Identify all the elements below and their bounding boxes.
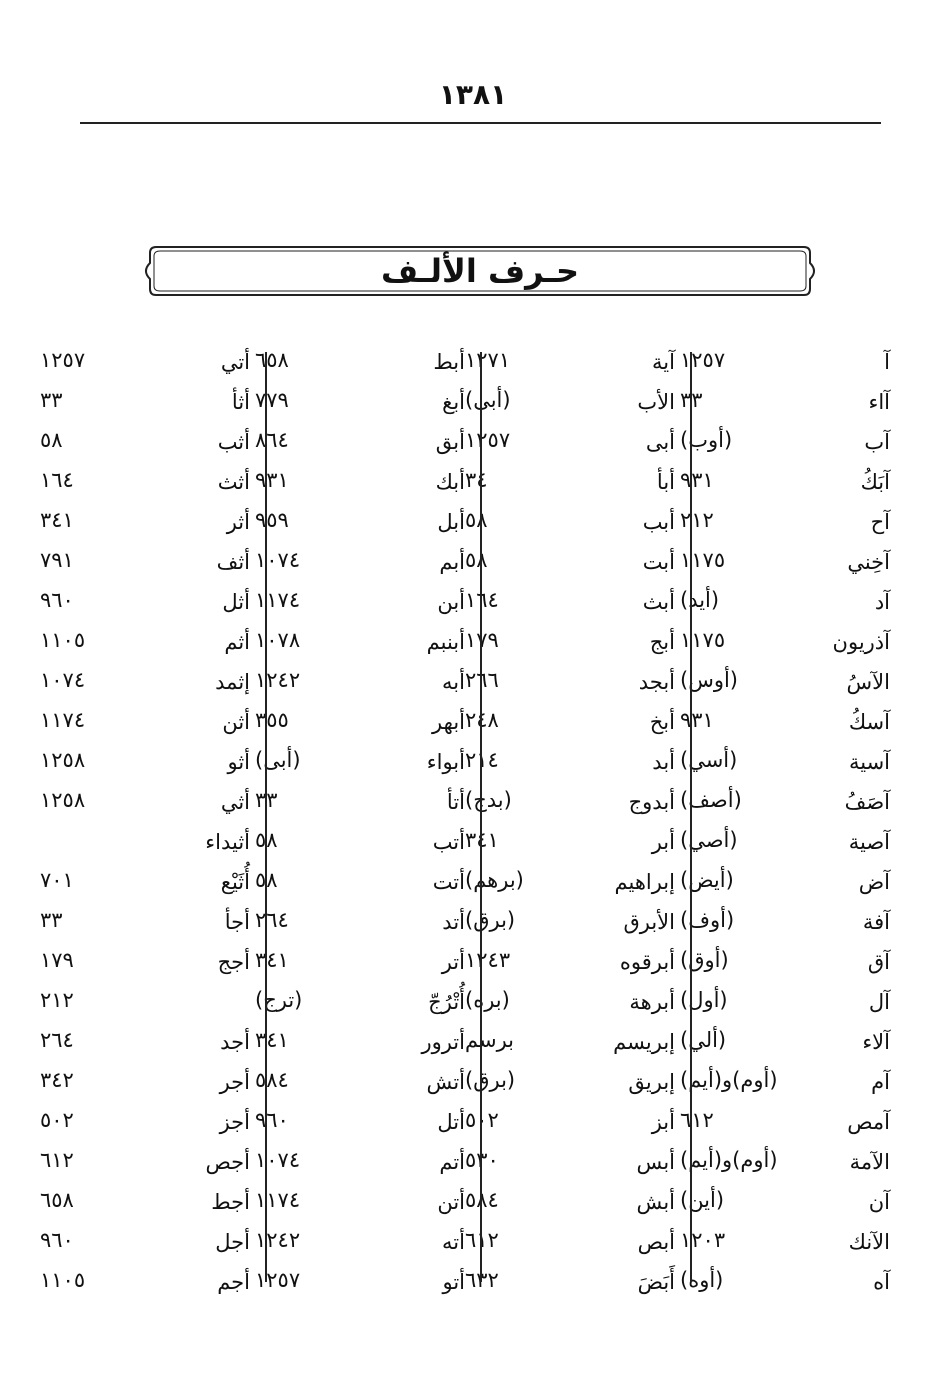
- entry-word: أجج: [217, 950, 250, 974]
- entry-word: أثب: [217, 430, 250, 454]
- index-entry: [255, 622, 465, 662]
- entry-reference: ١٢٤٢: [255, 668, 301, 692]
- entry-word: أتت: [432, 870, 465, 894]
- index-entry: [465, 902, 675, 942]
- entry-reference: (أوم)و(أيم): [680, 1148, 778, 1172]
- entry-word: الآنك: [848, 1230, 890, 1254]
- entry-reference: ٩٣١: [255, 468, 289, 492]
- index-entry: [680, 1102, 890, 1142]
- entry-word: أبب: [642, 510, 675, 534]
- entry-word: أثف: [216, 550, 250, 574]
- index-entry: [255, 542, 465, 582]
- entry-reference: ٩٦٠: [40, 588, 74, 612]
- index-entry: [680, 862, 890, 902]
- entry-word: أثم: [224, 630, 250, 654]
- entry-reference: (أيض): [680, 868, 734, 892]
- entry-reference: (أين): [680, 1188, 725, 1212]
- entry-reference: ١٦٤: [465, 588, 499, 612]
- section-title: حـرف الألـف: [380, 252, 580, 290]
- index-entry: [40, 662, 250, 702]
- entry-word: أبج: [649, 630, 675, 654]
- index-entry: [40, 822, 250, 862]
- index-entry: [465, 1022, 675, 1062]
- entry-word: أتر: [441, 950, 465, 974]
- entry-reference: ١٠٧٨: [255, 628, 301, 652]
- index-entry: [255, 1022, 465, 1062]
- index-entry: [465, 662, 675, 702]
- entry-word: أبت: [642, 550, 675, 574]
- entry-word: أجل: [215, 1230, 250, 1254]
- index-entry: [255, 662, 465, 702]
- entry-word: آبَكُ: [860, 470, 890, 494]
- index-entry: [40, 1022, 250, 1062]
- entry-reference: ١٢٥٧: [680, 348, 726, 372]
- index-entry: [680, 982, 890, 1022]
- index-entry: [255, 342, 465, 382]
- index-entry: [680, 942, 890, 982]
- entry-word: أتي: [220, 350, 250, 374]
- index-entry: [255, 942, 465, 982]
- index-entry: [255, 742, 465, 782]
- index-entry: [680, 1262, 890, 1302]
- entry-word: أته: [442, 1230, 465, 1254]
- entry-word: آن: [868, 1190, 890, 1214]
- entry-reference: (أبى): [255, 748, 301, 772]
- entry-reference: (بدج): [465, 788, 512, 812]
- entry-word: أبه: [442, 670, 465, 694]
- index-entry: [255, 502, 465, 542]
- index-column-3: [255, 342, 465, 1302]
- entry-word: إبراهيم: [614, 870, 675, 894]
- index-column-4: [40, 342, 250, 1302]
- index-entry: [40, 542, 250, 582]
- entry-word: آفة: [862, 910, 890, 934]
- index-entry: [465, 822, 675, 862]
- entry-word: أجط: [211, 1190, 250, 1214]
- index-entry: [680, 542, 890, 582]
- entry-word: الآمة: [849, 1150, 890, 1174]
- entry-word: أثي: [220, 790, 250, 814]
- index-entry: [40, 582, 250, 622]
- entry-word: أُثَيْع: [220, 870, 250, 894]
- index-entry: [680, 742, 890, 782]
- entry-word: آم: [871, 1070, 890, 1094]
- index-entry: [465, 382, 675, 422]
- entry-reference: ٢٦٤: [255, 908, 289, 932]
- entry-word: أَبَضَ: [637, 1270, 675, 1294]
- entry-reference: ٣٤١: [255, 1028, 289, 1052]
- entry-word: أتن: [437, 1190, 465, 1214]
- index-entry: [680, 702, 890, 742]
- entry-reference: ٧٠١: [40, 868, 74, 892]
- entry-word: آض: [858, 870, 890, 894]
- entry-reference: ١٢٠٣: [680, 1228, 726, 1252]
- entry-reference: ١٠٧٤: [255, 548, 301, 572]
- entry-reference: ٣٤١: [40, 508, 74, 532]
- entry-word: أُتْرُجّ: [428, 990, 465, 1014]
- entry-word: آذريون: [832, 630, 890, 654]
- entry-word: إبريسم: [613, 1030, 675, 1054]
- index-entry: [680, 1142, 890, 1182]
- index-entry: [40, 1182, 250, 1222]
- entry-word: أبغ: [442, 390, 465, 414]
- index-entry: [465, 502, 675, 542]
- entry-reference: (أصي): [680, 828, 738, 852]
- index-entry: [40, 862, 250, 902]
- entry-reference: ٣٣: [40, 908, 63, 932]
- index-entry: [680, 662, 890, 702]
- index-entry: [40, 1222, 250, 1262]
- index-entry: [255, 1222, 465, 1262]
- index-entry: [40, 1142, 250, 1182]
- index-entry: [40, 902, 250, 942]
- entry-word: آح: [870, 510, 890, 534]
- entry-word: آق: [867, 950, 890, 974]
- entry-word: الأب: [637, 390, 675, 414]
- entry-reference: (أصف): [680, 788, 742, 812]
- index-entry: [680, 502, 890, 542]
- index-entry: [465, 702, 675, 742]
- entry-word: أثن: [222, 710, 250, 734]
- index-entry: [40, 742, 250, 782]
- entry-reference: ٢٦٤: [40, 1028, 74, 1052]
- entry-reference: ١٢٥٧: [465, 428, 511, 452]
- entry-reference: (أول): [680, 988, 728, 1012]
- entry-reference: ١١٧٤: [40, 708, 86, 732]
- index-entry: [680, 782, 890, 822]
- entry-word: أبط: [433, 350, 465, 374]
- entry-word: أجر: [219, 1070, 250, 1094]
- entry-reference: ١٢٧١: [465, 348, 511, 372]
- index-entry: [255, 902, 465, 942]
- entry-word: أبواء: [426, 750, 465, 774]
- index-entry: [465, 1142, 675, 1182]
- index-entry: [40, 982, 250, 1022]
- index-entry: [680, 422, 890, 462]
- column-divider: [265, 352, 267, 1282]
- index-entry: [255, 982, 465, 1022]
- entry-reference: ٣٥٥: [255, 708, 289, 732]
- entry-reference: ٥٨٤: [255, 1068, 289, 1092]
- entry-word: أبدوج: [628, 790, 675, 814]
- entry-word: أثل: [222, 590, 250, 614]
- entry-reference: ٣٣: [680, 388, 703, 412]
- entry-reference: (ترج): [255, 988, 303, 1012]
- index-entry: [40, 382, 250, 422]
- index-entry: [680, 382, 890, 422]
- entry-reference: ٧٧٩: [255, 388, 289, 412]
- entry-reference: ٦١٢: [680, 1108, 714, 1132]
- column-divider: [690, 352, 692, 1282]
- entry-word: أتو: [442, 1270, 465, 1294]
- entry-reference: ١١٠٥: [40, 628, 86, 652]
- entry-reference: ٩٦٠: [40, 1228, 74, 1252]
- entry-word: أبم: [439, 550, 465, 574]
- index-entry: [40, 342, 250, 382]
- entry-reference: ٢٤٨: [465, 708, 499, 732]
- entry-reference: ٥٨: [465, 508, 488, 532]
- entry-reference: ٥٨٤: [465, 1188, 499, 1212]
- entry-reference: ٢٦٦: [465, 668, 499, 692]
- entry-word: إبريق: [628, 1070, 675, 1094]
- index-entry: [465, 1062, 675, 1102]
- entry-word: أبس: [636, 1150, 675, 1174]
- entry-reference: ١٢٥٧: [255, 1268, 301, 1292]
- entry-reference: ٧٩١: [40, 548, 74, 572]
- header-rule: [80, 122, 881, 124]
- entry-reference: (ألي): [680, 1028, 727, 1052]
- index-entry: [255, 1182, 465, 1222]
- index-entry: [40, 942, 250, 982]
- entry-reference: (أوه): [680, 1268, 724, 1292]
- index-entry: [255, 1142, 465, 1182]
- index-entry: [680, 822, 890, 862]
- entry-word: آصَفُ: [844, 790, 890, 814]
- entry-reference: ٦٥٨: [255, 348, 289, 372]
- index-entry: [255, 582, 465, 622]
- index-entry: [680, 1022, 890, 1062]
- entry-reference: ٥٣٠: [465, 1148, 499, 1172]
- index-entry: [465, 1262, 675, 1302]
- entry-reference: ٥٠٢: [40, 1108, 74, 1132]
- index-entry: [465, 1102, 675, 1142]
- index-entry: [255, 382, 465, 422]
- entry-word: أجز: [219, 1110, 250, 1134]
- entry-word: أبد: [652, 750, 675, 774]
- entry-reference: (برق): [465, 1068, 516, 1092]
- entry-word: أبى: [645, 430, 675, 454]
- entry-word: الآسُ: [846, 670, 890, 694]
- index-entry: [255, 822, 465, 862]
- index-entry: [255, 702, 465, 742]
- index-entry: [40, 622, 250, 662]
- index-entry: [40, 1262, 250, 1302]
- index-entry: [465, 942, 675, 982]
- entry-word: أبأ: [656, 470, 675, 494]
- entry-word: أترور: [421, 1030, 465, 1054]
- index-entry: [465, 1182, 675, 1222]
- index-entry: [680, 342, 890, 382]
- entry-reference: ٥٨: [255, 868, 278, 892]
- index-entry: [465, 342, 675, 382]
- index-entry: [40, 702, 250, 742]
- entry-reference: ٥٨: [255, 828, 278, 852]
- index-entry: [255, 1062, 465, 1102]
- entry-reference: (أوق): [680, 948, 729, 972]
- entry-reference: (برق): [465, 908, 516, 932]
- entry-word: أجد: [220, 1030, 250, 1054]
- entry-word: أبص: [637, 1230, 675, 1254]
- entry-word: آمص: [847, 1110, 890, 1134]
- entry-reference: ١١٧٤: [255, 588, 301, 612]
- index-entry: [255, 1262, 465, 1302]
- index-entry: [465, 982, 675, 1022]
- entry-reference: ٩٦٠: [255, 1108, 289, 1132]
- entry-reference: (برهم): [465, 868, 524, 892]
- entry-reference: (أوف): [680, 908, 735, 932]
- index-table: [40, 342, 890, 1302]
- entry-word: آل: [868, 990, 890, 1014]
- entry-word: آ: [884, 350, 890, 374]
- index-column-2: [465, 342, 675, 1302]
- entry-reference: (بره): [465, 988, 510, 1012]
- index-entry: [465, 862, 675, 902]
- entry-reference: ١٠٧٤: [40, 668, 86, 692]
- entry-reference: ٣٤٢: [40, 1068, 74, 1092]
- entry-reference: (أوب): [680, 428, 733, 452]
- entry-word: أبهر: [432, 710, 465, 734]
- entry-reference: ١١٠٥: [40, 1268, 86, 1292]
- index-entry: [465, 582, 675, 622]
- index-entry: [40, 1062, 250, 1102]
- entry-word: أبجد: [638, 670, 675, 694]
- entry-reference: ٩٣١: [680, 708, 714, 732]
- entry-reference: ١٧٩: [40, 948, 74, 972]
- entry-word: أبق: [435, 430, 465, 454]
- entry-reference: ٢١٢: [680, 508, 714, 532]
- entry-word: أبل: [437, 510, 465, 534]
- entry-reference: ٣٤١: [255, 948, 289, 972]
- index-entry: [255, 862, 465, 902]
- entry-word: أبرهة: [629, 990, 675, 1014]
- entry-reference: ٨٦٤: [255, 428, 289, 452]
- entry-word: أثو: [227, 750, 250, 774]
- entry-reference: ١٢٤٣: [465, 948, 511, 972]
- entry-word: أثر: [226, 510, 250, 534]
- entry-word: آب: [864, 430, 890, 454]
- entry-word: آسكُ: [848, 710, 890, 734]
- entry-reference: ٩٣١: [680, 468, 714, 492]
- entry-word: أثيداء: [205, 830, 250, 854]
- column-divider: [480, 352, 482, 1282]
- entry-reference: (أوم)و(أيم): [680, 1068, 778, 1092]
- index-entry: [680, 1222, 890, 1262]
- entry-word: أثث: [217, 470, 250, 494]
- entry-word: أبر: [651, 830, 675, 854]
- index-entry: [255, 782, 465, 822]
- index-entry: [255, 1102, 465, 1142]
- entry-word: الأبرق: [623, 910, 675, 934]
- entry-word: أتم: [439, 1150, 465, 1174]
- entry-word: أبك: [435, 470, 465, 494]
- index-entry: [680, 582, 890, 622]
- entry-word: أجص: [205, 1150, 250, 1174]
- entry-reference: ٣٣: [40, 388, 63, 412]
- index-entry: [680, 902, 890, 942]
- entry-reference: ٦٥٨: [40, 1188, 74, 1212]
- entry-word: آه: [873, 1270, 890, 1294]
- index-entry: [40, 422, 250, 462]
- entry-word: آية: [652, 350, 675, 374]
- index-entry: [465, 742, 675, 782]
- index-entry: [680, 1182, 890, 1222]
- entry-reference: ٢١٢: [40, 988, 74, 1012]
- index-entry: [465, 542, 675, 582]
- index-entry: [680, 1062, 890, 1102]
- entry-word: أتد: [442, 910, 465, 934]
- entry-reference: ١٢٥٧: [40, 348, 86, 372]
- entry-word: آد: [874, 590, 890, 614]
- index-entry: [465, 782, 675, 822]
- index-entry: [680, 462, 890, 502]
- entry-reference: ١٠٧٤: [255, 1148, 301, 1172]
- entry-word: أجأ: [224, 910, 250, 934]
- entry-reference: ١١٧٥: [680, 548, 726, 572]
- entry-reference: (أبى): [465, 388, 511, 412]
- index-entry: [465, 422, 675, 462]
- index-entry: [40, 502, 250, 542]
- entry-word: أبش: [636, 1190, 675, 1214]
- entry-reference: (أيد): [680, 588, 720, 612]
- page-number: ١٣٨١: [438, 78, 508, 111]
- section-title-frame: [140, 245, 820, 297]
- entry-reference: ١٧٩: [465, 628, 499, 652]
- entry-word: أبنبم: [426, 630, 465, 654]
- entry-word: آسية: [848, 750, 890, 774]
- entry-word: أثأ: [231, 390, 250, 414]
- entry-reference: ٩٥٩: [255, 508, 289, 532]
- entry-word: أبخ: [649, 710, 675, 734]
- entry-word: آلاء: [862, 1030, 890, 1054]
- entry-reference: (أوس): [680, 668, 738, 692]
- index-entry: [680, 622, 890, 662]
- entry-reference: (أسي): [680, 748, 738, 772]
- index-entry: [465, 462, 675, 502]
- entry-reference: ٢١٤: [465, 748, 499, 772]
- entry-reference: ٦١٢: [465, 1228, 499, 1252]
- entry-reference: ١٢٥٨: [40, 748, 86, 772]
- entry-reference: ٥٨: [465, 548, 488, 572]
- entry-word: آصية: [848, 830, 890, 854]
- entry-word: إثمد: [215, 670, 250, 694]
- index-entry: [255, 462, 465, 502]
- entry-reference: ٥٨: [40, 428, 63, 452]
- entry-reference: ٣٣: [255, 788, 278, 812]
- entry-reference: ٦٣٢: [465, 1268, 499, 1292]
- entry-reference: ٣٤١: [465, 828, 499, 852]
- entry-word: أتش: [426, 1070, 465, 1094]
- index-entry: [465, 622, 675, 662]
- entry-reference: ١٢٤٢: [255, 1228, 301, 1252]
- entry-reference: برسم: [465, 1028, 515, 1052]
- entry-word: آاء: [868, 390, 890, 414]
- entry-reference: ١٢٥٨: [40, 788, 86, 812]
- index-entry: [465, 1222, 675, 1262]
- entry-reference: ٦١٢: [40, 1148, 74, 1172]
- entry-reference: ٣٤: [465, 468, 488, 492]
- entry-word: أتب: [432, 830, 465, 854]
- entry-word: أجم: [217, 1270, 250, 1294]
- entry-word: أبث: [642, 590, 675, 614]
- entry-reference: ١١٧٤: [255, 1188, 301, 1212]
- entry-word: أتل: [437, 1110, 465, 1134]
- index-entry: [40, 462, 250, 502]
- entry-word: أبز: [651, 1110, 675, 1134]
- index-entry: [40, 782, 250, 822]
- entry-reference: ٥٠٢: [465, 1108, 499, 1132]
- entry-reference: ١١٧٥: [680, 628, 726, 652]
- entry-word: أبرقوه: [619, 950, 675, 974]
- index-column-1: [680, 342, 890, 1302]
- entry-word: أتأ: [446, 790, 465, 814]
- index-entry: [40, 1102, 250, 1142]
- index-entry: [255, 422, 465, 462]
- entry-word: آخِني: [847, 550, 890, 574]
- entry-word: أبن: [437, 590, 465, 614]
- entry-reference: ١٦٤: [40, 468, 74, 492]
